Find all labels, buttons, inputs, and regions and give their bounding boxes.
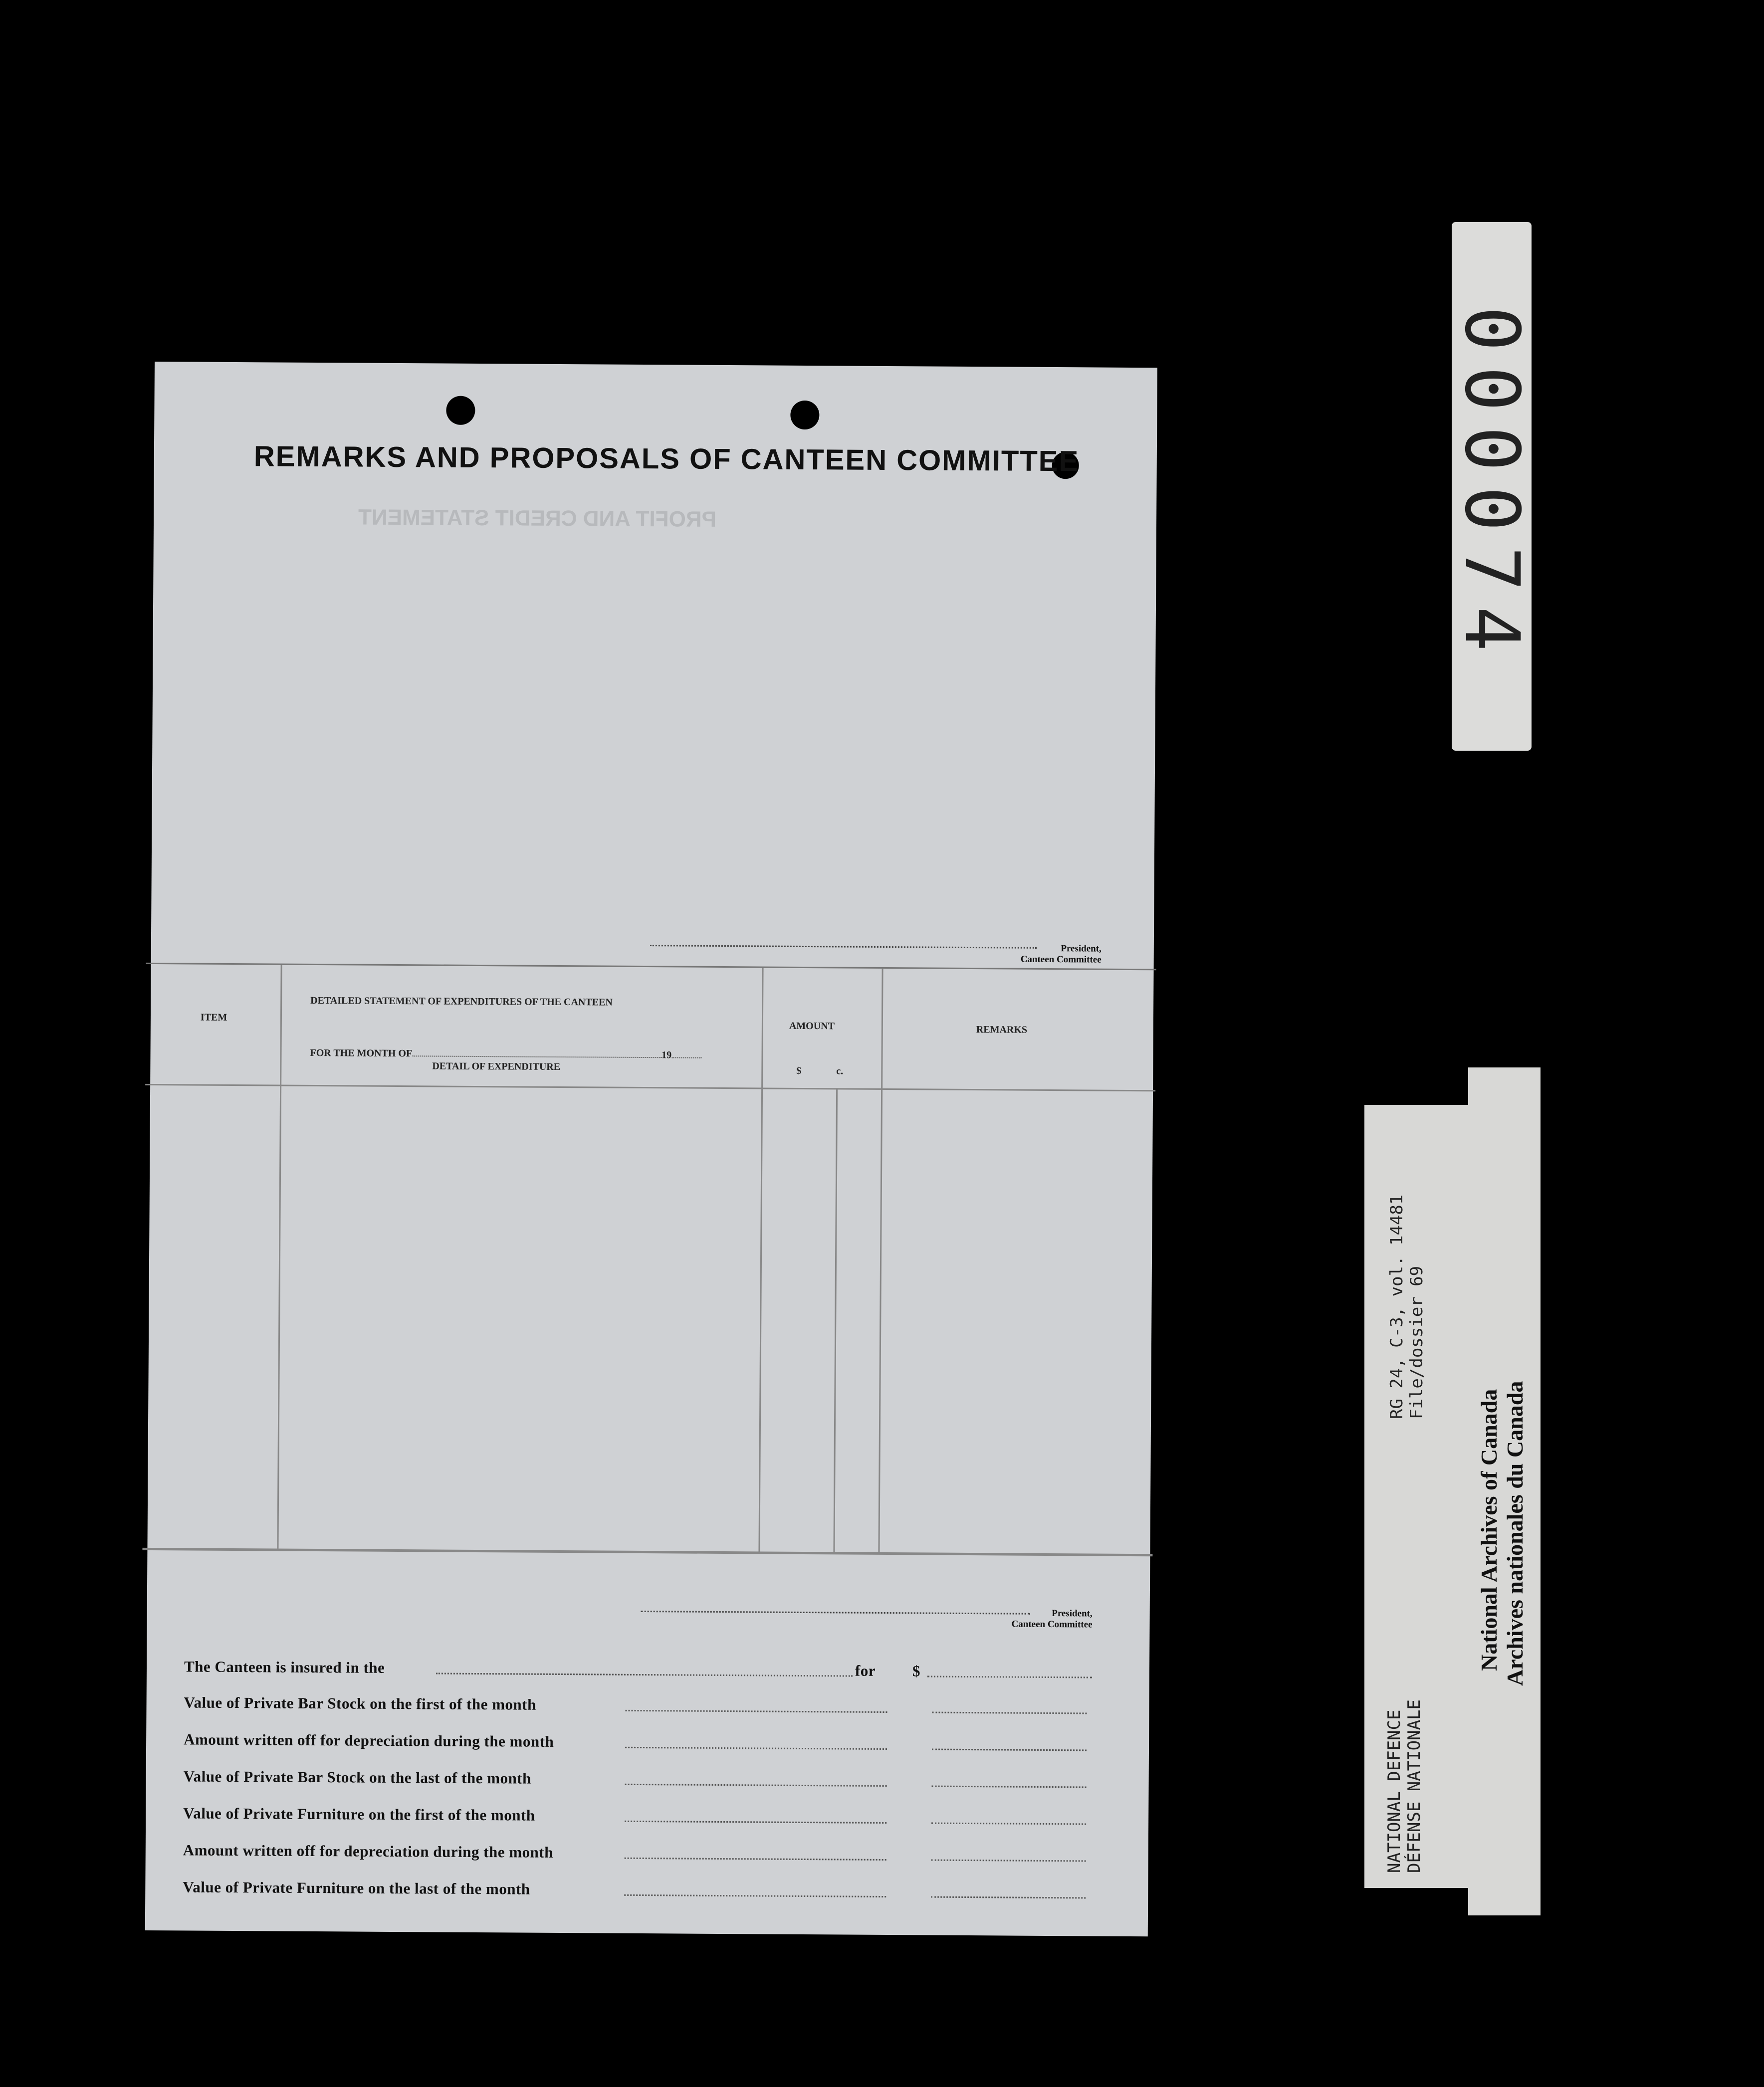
detail-header: DETAIL OF EXPENDITURE (432, 1060, 561, 1072)
table-header-divider (145, 1084, 1155, 1091)
remarks-header: REMARKS (976, 1024, 1028, 1036)
cents-header: c. (836, 1065, 844, 1077)
item-header: ITEM (200, 1012, 227, 1023)
archives-name-tab (1468, 1067, 1541, 1915)
frame-number: 000074 (1448, 306, 1535, 666)
reference-line-2: File/dossier 69 (1407, 1265, 1427, 1419)
bar-stock-depreciation-line: Amount written off for depreciation during the month (184, 1721, 1082, 1757)
reference-line-1: RG 24, C-3, vol. 14481 (1387, 1194, 1407, 1419)
frame-number-tab (1448, 222, 1535, 751)
archives-name-en: National Archives of Canada (1476, 1389, 1502, 1671)
form-title: REMARKS AND PROPOSALS OF CANTEEN COMMITTEE (253, 440, 1080, 478)
table-column-divider (277, 965, 282, 1549)
archives-name-fr: Archives nationales du Canada (1502, 1381, 1528, 1686)
for-month-label: FOR THE MONTH OF 19 (310, 1047, 701, 1061)
table-column-divider (833, 1088, 838, 1552)
president-signature-caption: President, Canteen Committee (1011, 1608, 1093, 1630)
expenditure-table (142, 963, 1156, 1556)
punch-hole (446, 396, 475, 425)
bar-stock-first-line: Value of Private Bar Stock on the first of the month (184, 1684, 1082, 1720)
statement-header: DETAILED STATEMENT OF EXPENDITURES OF THE CANTEEN (310, 995, 613, 1008)
form-sheet (145, 362, 1157, 1936)
bleed-through-text: PROFIT AND CREDIT STATEMENT (358, 505, 717, 532)
furniture-first-line: Value of Private Furniture on the first of the month (183, 1795, 1081, 1831)
amount-header: AMOUNT (789, 1020, 835, 1032)
table-column-divider (878, 969, 883, 1552)
furniture-last-line: Value of Private Furniture on the last of the month (183, 1869, 1081, 1904)
punch-hole (790, 401, 819, 429)
bar-stock-last-line: Value of Private Bar Stock on the last of the month (184, 1758, 1082, 1794)
archive-reference-tab (1364, 1105, 1469, 1888)
dollars-header: $ (796, 1065, 802, 1076)
furniture-depreciation-line: Amount written off for depreciation during the month (183, 1832, 1081, 1868)
department-line-2: DÉFENSE NATIONALE (1404, 1699, 1424, 1873)
president-signature-caption: President, Canteen Committee (1020, 943, 1102, 965)
table-column-divider (758, 968, 763, 1551)
department-line-1: NATIONAL DEFENCE (1384, 1709, 1404, 1873)
insurance-line: The Canteen is insured in the for $ (184, 1649, 1082, 1684)
